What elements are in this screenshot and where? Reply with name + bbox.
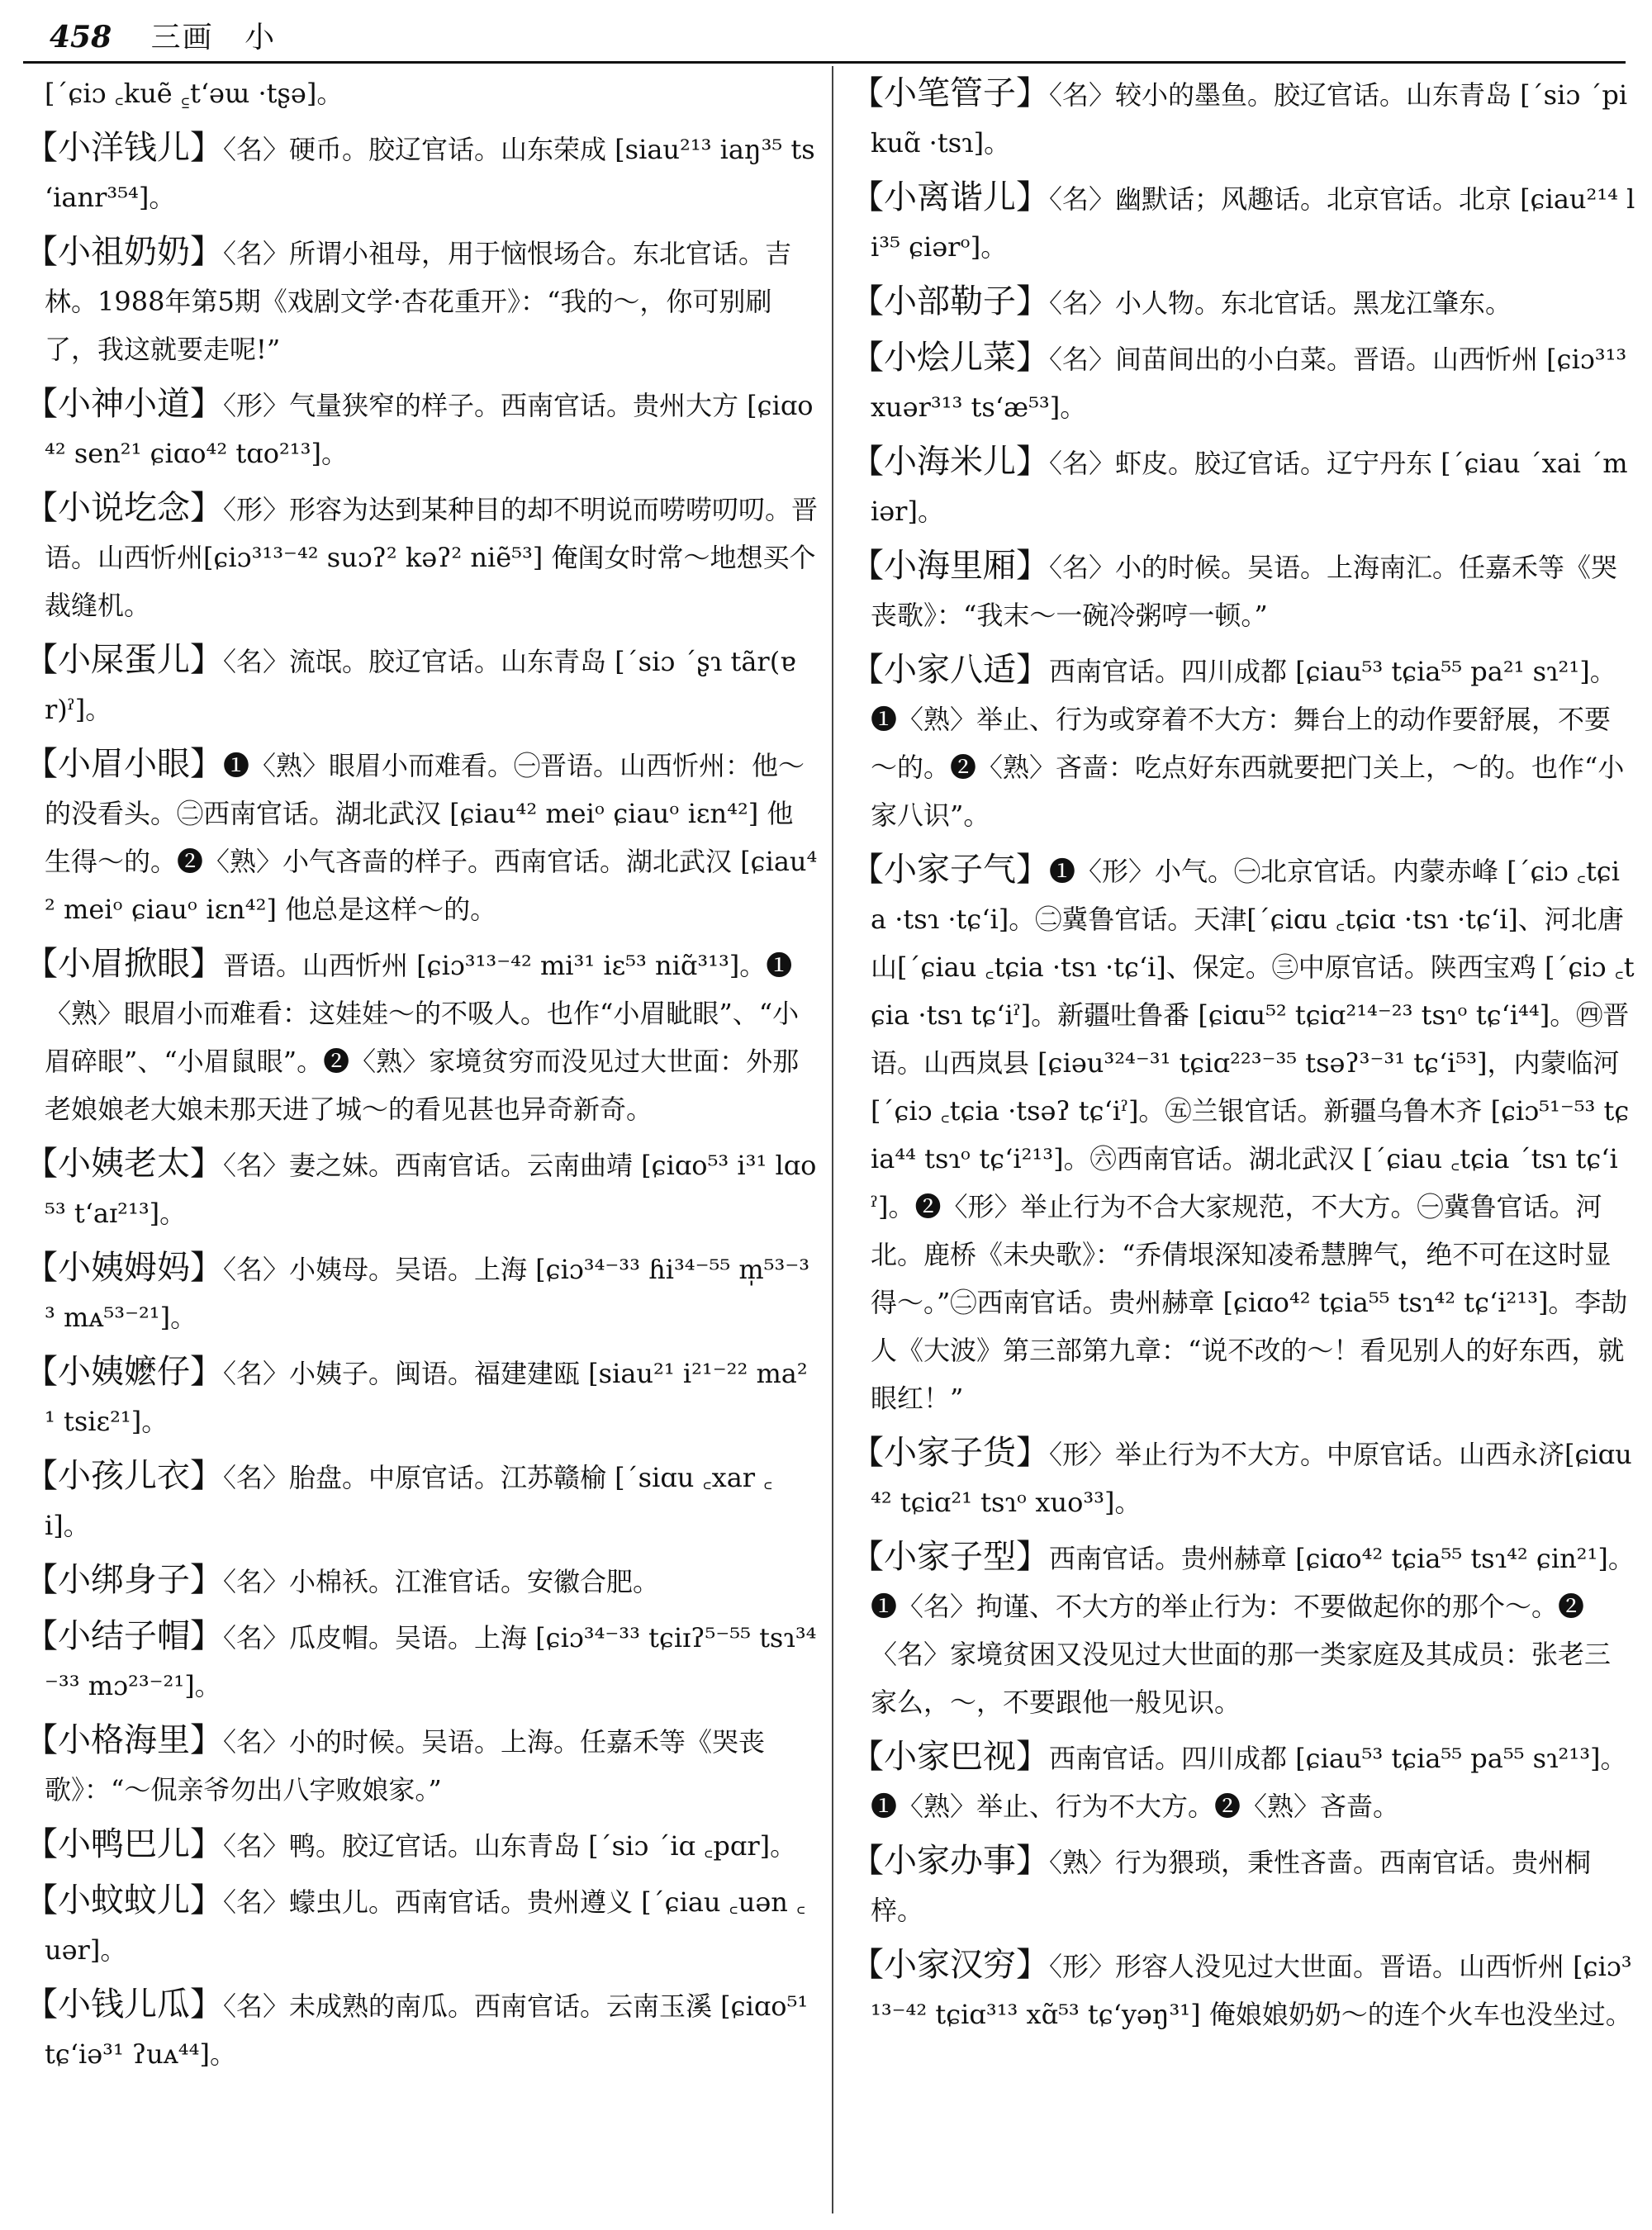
- entry-headword: 【 小姨老太 】: [25, 1145, 223, 1183]
- dictionary-entry: [25, 1612, 818, 1710]
- entry-text: 〈名〉幽默话；风趣话。北京官话。北京 [ɕiau²¹⁴ li³⁵ ɕiərᵒ]。: [871, 183, 1635, 263]
- page-header: [50, 18, 1619, 56]
- dictionary-entry: [851, 542, 1635, 639]
- dictionary-entry: [25, 1556, 818, 1606]
- dictionary-entry: [851, 1429, 1635, 1526]
- entry-text: ❶〈熟〉眼眉小而难看。㊀晋语。山西忻州：他～的没看头。㊁西南官话。湖北武汉 [ɕiau⁴² meiᵒ ɕiauᵒ iɛn⁴²] 他生得～的。❷〈熟〉小气吝啬的样子。西南官话。湖北武汉 [ɕiau⁴² meiᵒ ɕiauᵒ iɛn⁴²] 他总是这样～的。: [45, 750, 818, 925]
- entry-text: 〈名〉较小的墨鱼。胶辽官话。山东青岛 [ˊsiɔ ˊpi kuɑ̃ ·tsɿ]。: [871, 79, 1628, 159]
- entry-headword: 【 小部勒子 】: [851, 282, 1049, 320]
- entry-text: 西南官话。四川成都 [ɕiau⁵³ tɕia⁵⁵ pa²¹ sɿ²¹]。❶〈熟〉举止、行为或穿着不大方：舞台上的动作要舒展，不要～的。❷〈熟〉吝啬：吃点好东西就要把门关上，～的。也作“小家八识”。: [871, 656, 1625, 831]
- left-column: [25, 69, 818, 2217]
- entry-text: 〈名〉硬币。胶辽官话。山东荣成 [siau²¹³ iaŋ³⁵ tsʻianr³⁵⁴]。: [45, 134, 815, 213]
- dictionary-entry: [25, 380, 818, 477]
- entry-text: 〈熟〉行为猥琐，秉性吝啬。西南官话。贵州桐梓。: [871, 1847, 1592, 1926]
- entry-text: 〈形〉举止行为不大方。中原官话。山西永济[ɕiɑu⁴² tɕiɑ²¹ tsɿᵒ xuo³³]。: [871, 1439, 1632, 1518]
- dictionary-entry: [851, 173, 1635, 271]
- dictionary-entry: [25, 1452, 818, 1549]
- dictionary-entry: [851, 334, 1635, 431]
- dictionary-entry: [851, 1941, 1635, 2038]
- entry-headword: 【 小家巴视 】: [851, 1738, 1049, 1776]
- entry-headword: 【 小结子帽 】: [25, 1617, 223, 1655]
- dictionary-entry: [25, 1877, 818, 1974]
- entry-text: ❶〈形〉小气。㊀北京官话。内蒙赤峰 [ˊɕiɔ ꜀tɕia ·tsɿ ·tɕʻi]。㊁冀鲁官话。天津[ˊɕiɑu ꜀tɕiɑ ·tsɿ ·tɕʻi]、河北唐山[ˊɕiau ꜀tɕia ·tsɿ ·tɕʻi]、保定。㊂中原官话。陕西宝鸡 [ˊɕiɔ ꜀tɕia ·tsɿ tɕʻiˀ]。新疆吐鲁番 [ɕiɑu⁵² tɕiɑ²¹⁴⁻²³ tsɿᵒ tɕʻi⁴⁴]。㊃晋语。山西岚县 [ɕiəu³²⁴⁻³¹ tɕiɑ²²³⁻³⁵ tsəʔ³⁻³¹ tɕʻi⁵³]，内蒙临河 [ˊɕiɔ ꜀tɕia ·tsəʔ tɕʻiˀ]。㊄兰银官话。新疆乌鲁木齐 [ɕiɔ⁵¹⁻⁵³ tɕia⁴⁴ tsɿᵒ tɕʻi²¹³]。㊅西南官话。湖北武汉 [ˊɕiau ꜀tɕia ˊtsɿ tɕʻiˀ]。❷〈形〉举止行为不合大家规范，不大方。㊀冀鲁官话。河北。鹿桥《未央歌》：“乔倩垠深知凌希慧脾气，绝不可在这时显得～。”㊁西南官话。贵州赫章 [ɕiɑo⁴² tɕia⁵⁵ tsɿ⁴² tɕʻi²¹³]。李劼人《大波》第三部第九章：“说不改的～！看见别人的好东西，就眼红！”: [871, 856, 1635, 1414]
- entry-headword: 【 小洋钱儿 】: [25, 129, 223, 167]
- dictionary-entry: [25, 1981, 818, 2078]
- entry-headword: 【 小家子气 】: [851, 851, 1049, 889]
- entry-text: 〈名〉小人物。东北官话。黑龙江肇东。: [1049, 287, 1512, 319]
- entry-text: 〈名〉未成熟的南瓜。西南官话。云南玉溪 [ɕiɑo⁵¹ tɕʻiə³¹ ʔuᴀ⁴⁴]。: [45, 1990, 809, 2070]
- dictionary-entry: [25, 740, 818, 933]
- entry-text: 〈名〉蠓虫儿。西南官话。贵州遵义 [ˊɕiau ꜀uən ꜀uər]。: [45, 1886, 806, 1966]
- dictionary-entry: [851, 1733, 1635, 1830]
- dictionary-entry: [851, 278, 1635, 327]
- entry-text: 〈名〉间苗间出的小白菜。晋语。山西忻州 [ɕiɔ³¹³ xuər³¹³ tsʻæ⁵³]。: [871, 344, 1627, 423]
- entry-headword: 【 小眉掀眼 】: [25, 945, 223, 983]
- entry-text: 〈名〉小棉袄。江淮官话。安徽合肥。: [223, 1566, 660, 1597]
- entry-text: 西南官话。四川成都 [ɕiau⁵³ tɕia⁵⁵ pa⁵⁵ sɿ²¹³]。❶〈熟〉举止、行为不大方。❷〈熟〉吝啬。: [871, 1743, 1627, 1822]
- dictionary-entry: [25, 228, 818, 373]
- entry-headword: 【 小格海里 】: [25, 1721, 223, 1759]
- entry-headword: 【 小绑身子 】: [25, 1561, 223, 1599]
- entry-headword: 【 小祖奶奶 】: [25, 233, 223, 271]
- entry-headword: 【 小家子型 】: [851, 1538, 1049, 1576]
- dictionary-entry: [25, 124, 818, 221]
- entry-text: 〈名〉妻之妹。西南官话。云南曲靖 [ɕiɑo⁵³ i³¹ lɑo⁵³ tʻaɪ²¹³]。: [45, 1150, 817, 1229]
- dictionary-entry: [25, 69, 818, 117]
- entry-headword: 【 小家汉穷 】: [851, 1946, 1049, 1984]
- dictionary-entry: [851, 646, 1635, 839]
- entry-headword: 【 小离谐儿 】: [851, 178, 1049, 216]
- entry-headword: 【 小家八适 】: [851, 651, 1049, 689]
- entry-headword: 【 小说圪念 】: [25, 489, 223, 527]
- dictionary-entry: [25, 1716, 818, 1814]
- entry-text: 西南官话。贵州赫章 [ɕiɑo⁴² tɕia⁵⁵ tsɿ⁴² ɕin²¹]。❶〈名〉拘谨、不大方的举止行为：不要做起你的那个～。❷〈名〉家境贫困又没见过大世面的那一类家庭及其成员：张老三家么，～，不要跟他一般见识。: [871, 1543, 1635, 1718]
- entry-text: 〈名〉鸭。胶辽官话。山东青岛 [ˊsiɔ ˊiɑ ꜀pɑr]。: [223, 1830, 797, 1862]
- dictionary-entry: [851, 438, 1635, 535]
- entry-text: 〈名〉小的时候。吴语。上海南汇。任嘉禾等《哭丧歌》：“我末～一碗冷粥哼一顿。”: [871, 552, 1618, 631]
- entry-headword: 【 小姨姆妈 】: [25, 1249, 223, 1287]
- entry-headword: 【 小神小道 】: [25, 385, 223, 423]
- entry-text: 〈名〉小姨母。吴语。上海 [ɕiɔ³⁴⁻³³ ɦi³⁴⁻⁵⁵ m̩⁵³⁻³³ mᴀ⁵³⁻²¹]。: [45, 1254, 810, 1333]
- entry-headword: 【 小钱儿瓜 】: [25, 1986, 223, 2024]
- entry-headword: 【 小烩儿菜 】: [851, 339, 1049, 377]
- entry-text: 〈形〉形容人没见过大世面。晋语。山西忻州 [ɕiɔ³¹³⁻⁴² tɕiɑ³¹³ xɑ̃⁵³ tɕʻyəŋ³¹] 俺娘娘奶奶～的连个火车也没坐过。: [871, 1951, 1632, 2030]
- dictionary-entry: [25, 1244, 818, 1341]
- entry-headword: 【 小笔管子 】: [851, 74, 1049, 112]
- dictionary-entry: [25, 1140, 818, 1237]
- entry-text: 〈名〉虾皮。胶辽官话。辽宁丹东 [ˊɕiau ˊxai ˊmiər]。: [871, 448, 1628, 527]
- dictionary-entry: [851, 846, 1635, 1422]
- dictionary-entry: [25, 1820, 818, 1870]
- entry-text: 晋语。山西忻州 [ɕiɔ³¹³⁻⁴² mi³¹ iɛ⁵³ niɑ̃³¹³]。❶〈熟〉眼眉小而难看：这娃娃～的不吸人。也作“小眉眦眼”、“小眉碎眼”、“小眉鼠眼”。❷〈熟〉家境贫穷而没见过大世面：外那老娘娘老大娘未那天进了城～的看见甚也异奇新奇。: [45, 950, 800, 1125]
- entry-text: 〈名〉小姨子。闽语。福建建瓯 [siau²¹ i²¹⁻²² ma²¹ tsiɛ²¹]。: [45, 1358, 808, 1437]
- entry-headword: 【 小家办事 】: [851, 1842, 1049, 1880]
- entry-headword: 【 小海里厢 】: [851, 547, 1049, 585]
- entry-headword: 【 小家子货 】: [851, 1434, 1049, 1472]
- entry-text: 〈名〉所谓小祖母，用于恼恨场合。东北官话。吉林。1988年第5期《戏剧文学·杏花重开》：“我的～，你可别刷了，我这就要走呢!”: [45, 238, 792, 365]
- page-number: 458: [50, 20, 112, 55]
- entry-text: 〈名〉胎盘。中原官话。江苏赣榆 [ˊsiɑu ꜀xar ꜀i]。: [45, 1462, 773, 1541]
- dictionary-entry: [25, 940, 818, 1133]
- entry-headword: 【 小海米儿 】: [851, 443, 1049, 481]
- entry-text: 〈形〉形容为达到某种目的却不明说而唠唠叨叨。晋语。山西忻州[ɕiɔ³¹³⁻⁴² suɔʔ² kəʔ² niẽ⁵³] 俺闺女时常～地想买个裁缝机。: [45, 494, 818, 621]
- entry-text: 〈名〉小的时候。吴语。上海。任嘉禾等《哭丧歌》：“～侃亲爷勿出八字败娘家。”: [45, 1726, 766, 1805]
- entry-text: 〈名〉瓜皮帽。吴语。上海 [ɕiɔ³⁴⁻³³ tɕiɪʔ⁵⁻⁵⁵ tsɿ³⁴⁻³³ mɔ²³⁻²¹]。: [45, 1622, 817, 1701]
- header-rule: [23, 61, 1626, 64]
- entry-headword: 【 小屎蛋儿 】: [25, 641, 223, 679]
- dictionary-entry: [25, 1348, 818, 1445]
- dictionary-entry: [851, 69, 1635, 167]
- entry-text: 〈形〉气量狭窄的样子。西南官话。贵州大方 [ɕiɑo⁴² sen²¹ ɕiɑo⁴² tɑo²¹³]。: [45, 390, 814, 469]
- entry-text: [ˊɕiɔ ꜀kuẽ ꜁tʻəɯ ·tʂə]。: [45, 78, 344, 109]
- column-divider: [832, 66, 833, 2213]
- dictionary-entry: [851, 1533, 1635, 1726]
- right-column: [851, 69, 1635, 2217]
- entry-headword: 【 小鸭巴儿 】: [25, 1825, 223, 1863]
- section-label: 三画: [150, 21, 214, 55]
- entry-text: 〈名〉流氓。胶辽官话。山东青岛 [ˊsiɔ ˊʂɿ tãr(ɐr)ˀ]。: [45, 646, 796, 725]
- entry-headword: 【 小姨嬷仔 】: [25, 1353, 223, 1391]
- dictionary-entry: [25, 484, 818, 629]
- index-character: 小: [244, 21, 275, 55]
- entry-headword: 【 小蚊蚊儿 】: [25, 1881, 223, 1919]
- entry-headword: 【 小孩儿衣 】: [25, 1457, 223, 1495]
- dictionary-entry: [851, 1837, 1635, 1934]
- dictionary-entry: [25, 636, 818, 733]
- entry-headword: 【 小眉小眼 】: [25, 745, 223, 783]
